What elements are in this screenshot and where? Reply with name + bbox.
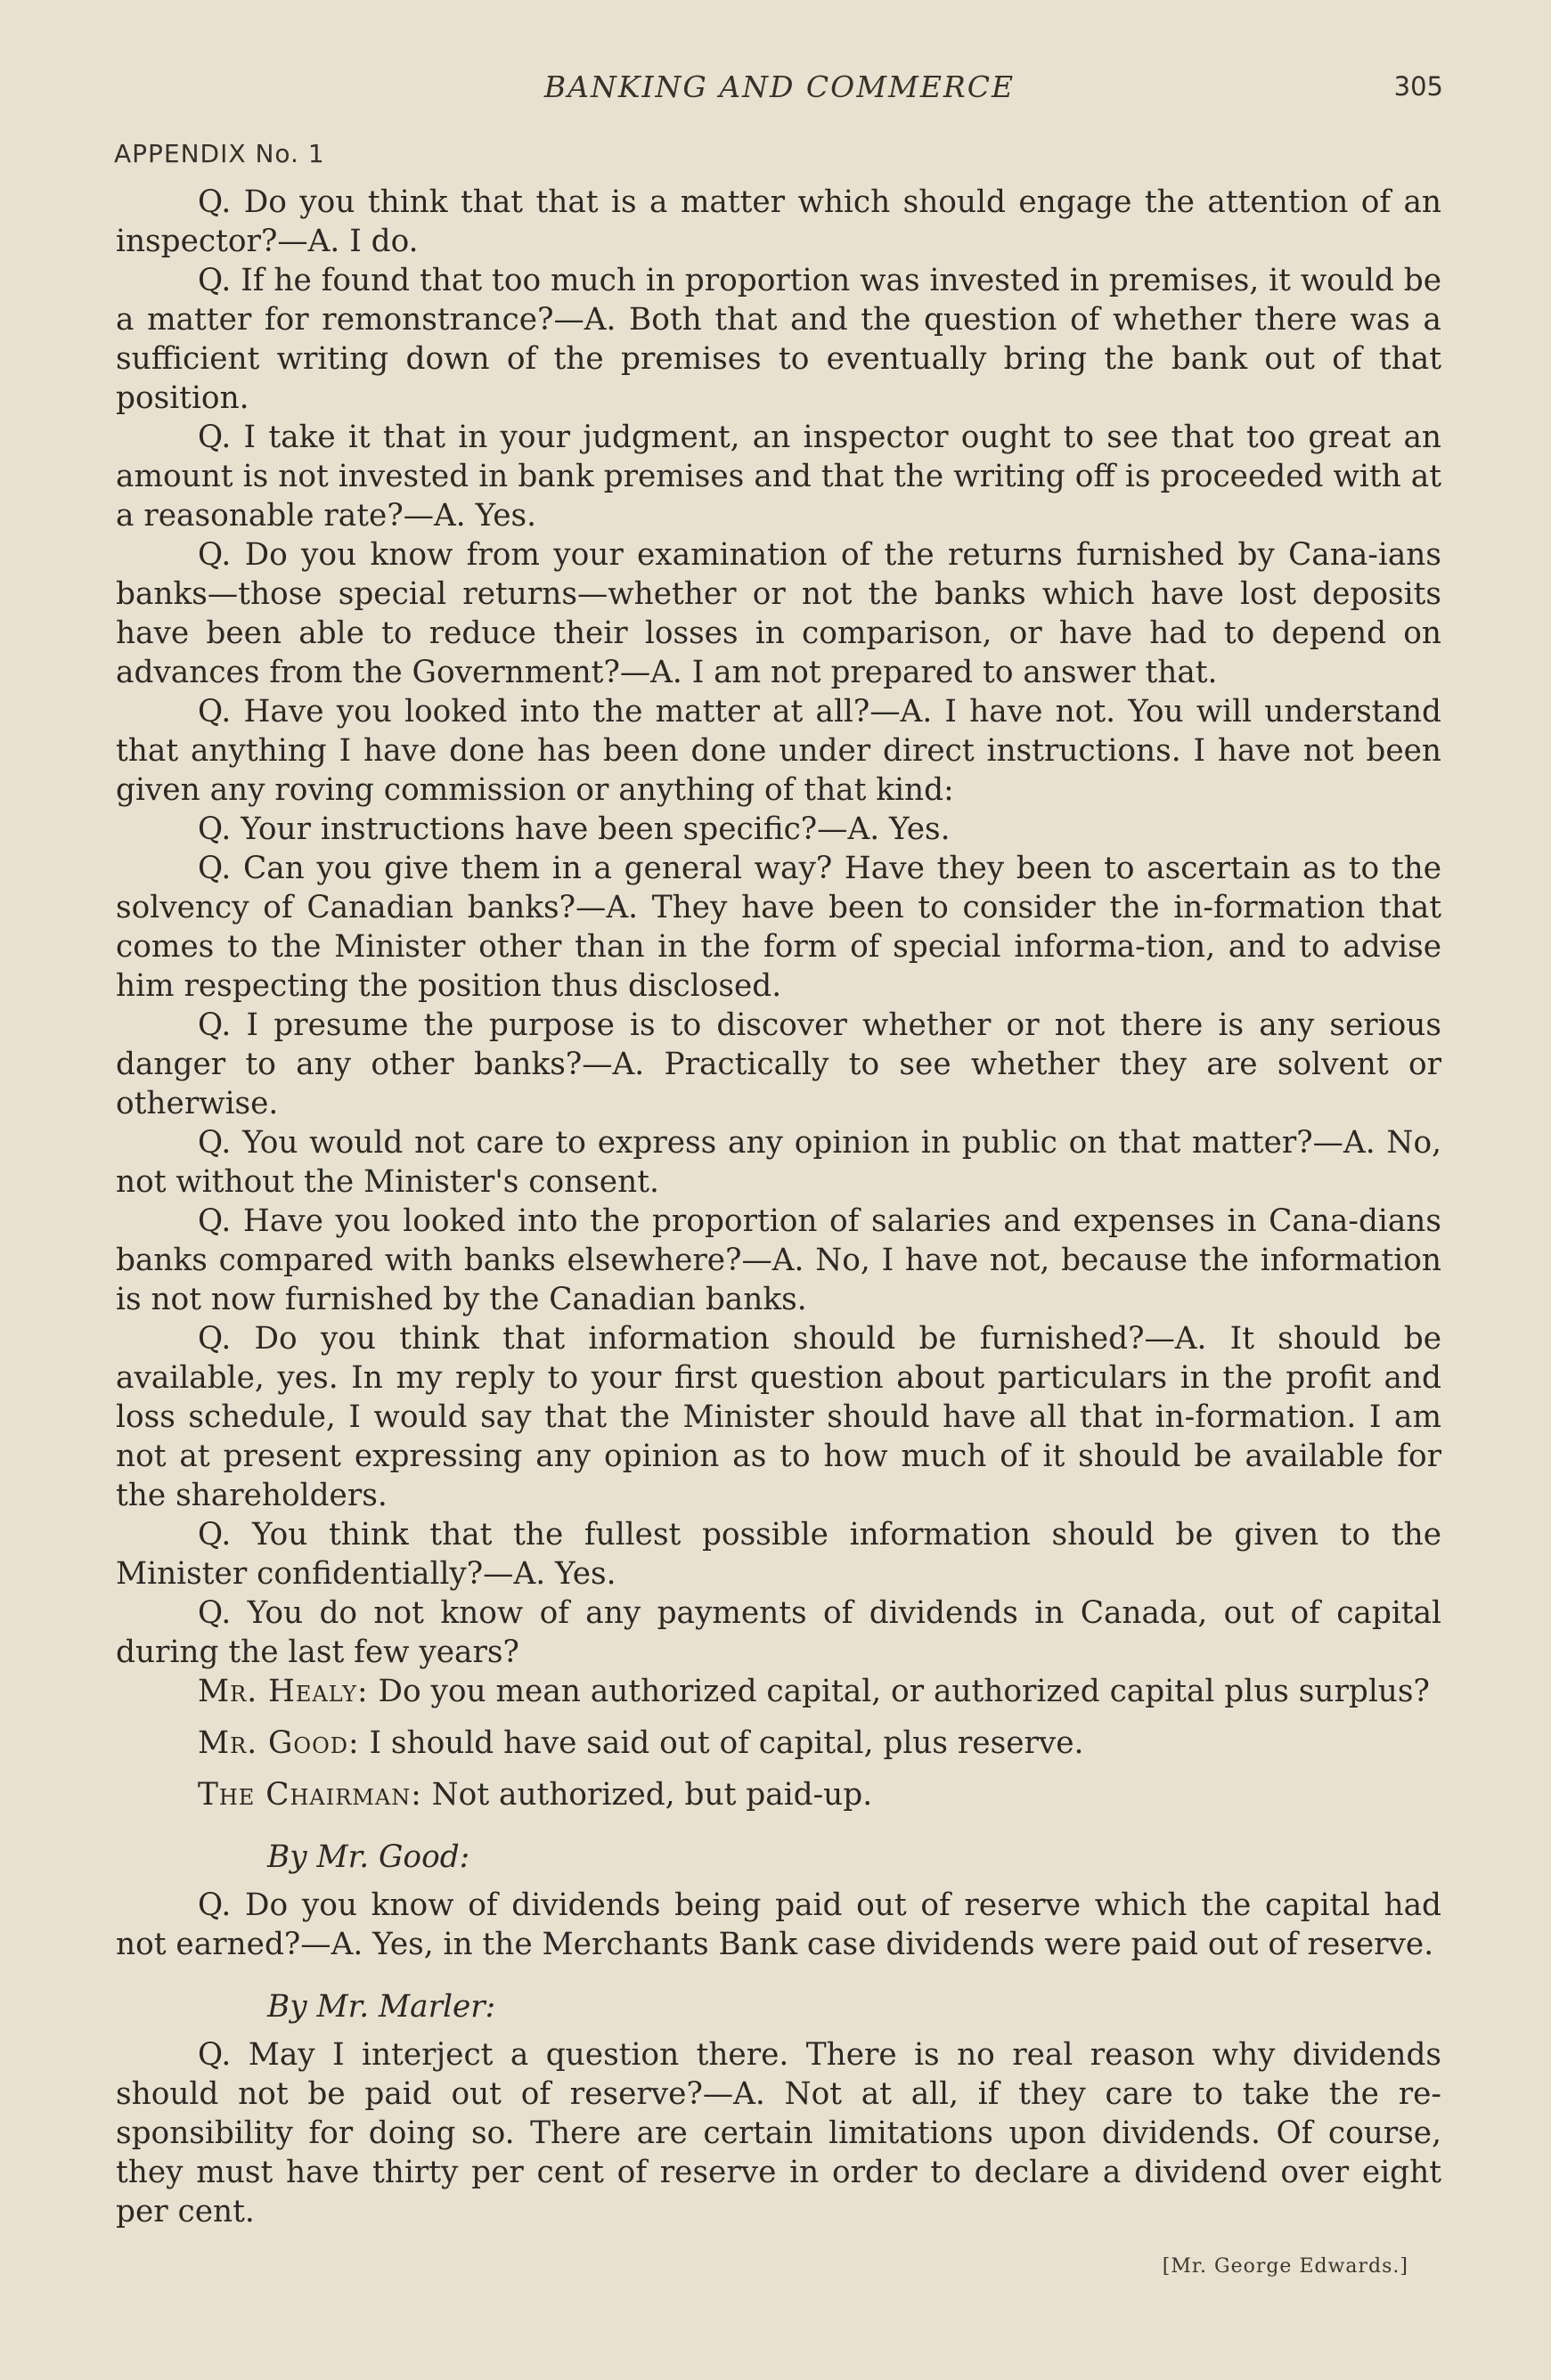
- running-head: BANKING AND COMMERCE: [543, 69, 1016, 104]
- speaker-paragraph: [116, 1672, 1441, 1711]
- page-header: [116, 69, 1443, 114]
- witness-note: [Mr. George Edwards.]: [1162, 2255, 1408, 2278]
- speaker-name: Mr. Good:: [198, 1725, 360, 1761]
- paragraph: Q. May I interject a question there. There is no real reason why dividends should not be paid out of reserve?—A. Not at all, if they care to take the re-sponsibility for doing so. There are certain limitations upon dividends. Of course, they must have thirty per cent of reserve in order to declare a dividend over eight per cent.: [116, 2037, 1441, 2229]
- paragraph: Q. Do you think that information should be furnished?—A. It should be available, yes. In my reply to your first question about particulars in the profit and loss schedule, I would say that the Minister should have all that in-formation. I am not at present expressing any opinion as to how much of it should be available for the shareholders.: [116, 1321, 1441, 1513]
- paragraph: Q. If he found that too much in proportion was invested in premises, it would be a matter for remonstrance?—A. Both that and the question of whether there was a sufficient writing down of the premises to eventually bring the bank out of that position.: [116, 263, 1441, 416]
- speaker-text: Do you mean authorized capital, or authorized capital plus surplus?: [378, 1674, 1430, 1709]
- paragraph: Q. Have you looked into the proportion of salaries and expenses in Cana-dians banks compared with banks elsewhere?—A. No, I have not, because the information is not now furnished by the Canadian banks.: [116, 1203, 1441, 1317]
- speaker-name: The Chairman:: [198, 1777, 422, 1813]
- speaker-text: I should have said out of capital, plus reserve.: [369, 1725, 1084, 1761]
- examiner-heading: By Mr. Marler:: [267, 1989, 496, 2025]
- paragraph: Q. Can you give them in a general way? Have they been to ascertain as to the solvency of Canadian banks?—A. They have been to consider the in-formation that comes to the Minister other than in the form of special informa-tion, and to advise him respecting the position thus disclosed.: [116, 851, 1441, 1004]
- speaker-text: Not authorized, but paid-up.: [431, 1777, 873, 1813]
- page-number: 305: [1393, 71, 1443, 102]
- speaker-name: Mr. Healy:: [198, 1674, 369, 1709]
- paragraph: Q. You do not know of any payments of dividends in Canada, out of capital during the last few years?: [116, 1595, 1441, 1670]
- paragraph: Q. Your instructions have been specific?—A. Yes.: [198, 811, 951, 847]
- paragraph: Q. I presume the purpose is to discover whether or not there is any serious danger to any other banks?—A. Practically to see whether they are solvent or otherwise.: [116, 1007, 1441, 1121]
- examiner-heading: By Mr. Good:: [267, 1839, 470, 1875]
- paragraph: Q. Do you know of dividends being paid out of reserve which the capital had not earned?—A. Yes, in the Merchants Bank case dividends were paid out of reserve.: [116, 1887, 1441, 1962]
- paragraph: Q. Do you know from your examination of the returns furnished by Cana-ians banks—those special returns—whether or not the banks which have lost deposits have been able to reduce their losses in comparison, or have had to depend on advances from the Government?—A. I am not prepared to answer that.: [116, 537, 1441, 690]
- paragraph: Q. Have you looked into the matter at all?—A. I have not. You will understand that anything I have done has been done under direct instructions. I have not been given any roving commission or anything of that kind:: [116, 694, 1441, 808]
- paragraph: Q. I take it that in your judgment, an inspector ought to see that too great an amount is not invested in bank premises and that the writing off is proceeded with at a reasonable rate?—A. Yes.: [116, 420, 1441, 534]
- paragraph: Q. You think that the fullest possible information should be given to the Minister confidentially?—A. Yes.: [116, 1517, 1441, 1592]
- speaker-paragraph: [116, 1724, 1441, 1763]
- paragraph: Q. Do you think that that is a matter which should engage the attention of an inspector?—A. I do.: [116, 184, 1441, 259]
- appendix-label: APPENDIX No. 1: [114, 139, 325, 168]
- speaker-paragraph: [116, 1775, 1441, 1814]
- testimony-body: [116, 183, 1441, 2231]
- paragraph: Q. You would not care to express any opinion in public on that matter?—A. No, not without the Minister's consent.: [116, 1125, 1441, 1200]
